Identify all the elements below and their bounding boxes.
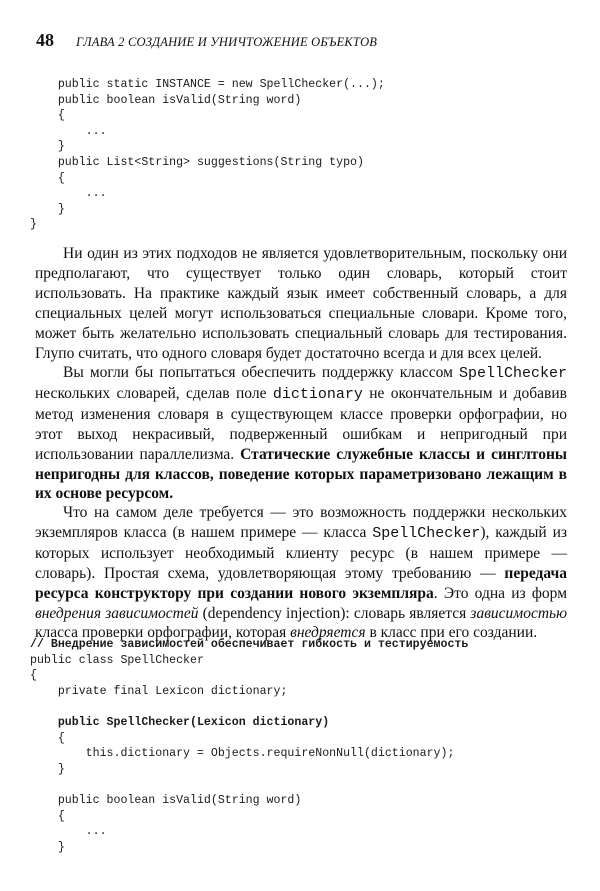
code-line: }: [30, 840, 65, 854]
paragraph-3: [35, 503, 567, 643]
paragraph-text: Что на самом деле требуется — это возможность поддержки нескольких экземпляров класса (в нашем примере — класса: [35, 504, 567, 541]
code-line: }: [30, 140, 65, 154]
inline-code: SpellChecker: [372, 524, 481, 542]
code-line: {: [30, 171, 65, 185]
code-comment: // Внедрение зависимостей обеспечивает гибкость и тестируемость: [30, 638, 469, 651]
paragraph-text: нескольких словарей, сделав поле: [35, 384, 273, 402]
code-line: this.dictionary = Objects.requireNonNull(dictionary);: [30, 747, 455, 761]
paragraph-text: .: [169, 485, 174, 503]
paragraph-text: класса проверки орфографии, которая: [35, 624, 291, 642]
code-line: ...: [30, 124, 107, 138]
code-line: ...: [30, 187, 107, 201]
chapter-title: ГЛАВА 2 СОЗДАНИЕ И УНИЧТОЖЕНИЕ ОБЪЕКТОВ: [76, 35, 378, 49]
paragraph-text: (dependency injection): словарь является: [198, 604, 471, 622]
italic-term: внедрения зависимостей: [35, 604, 199, 622]
paragraph-text: Вы могли бы попытаться обеспечить поддержку классом: [63, 364, 459, 381]
code-line: }: [30, 762, 65, 776]
code-line: }: [30, 202, 65, 216]
paragraph-1: [35, 244, 567, 363]
paragraph-text: не окончательным и добавив метод изменения словаря в существующем классе проверки орфографии, но этот выход некрасивый, подверженный ошибкам и непригодный при использовании параллелизма.: [35, 384, 567, 463]
code-line: {: [30, 809, 65, 823]
paragraph-2: [35, 363, 567, 504]
paragraph-text: в класс при его создании.: [365, 624, 538, 642]
bold-emphasis: передача ресурса конструктору при создании нового экземпляра: [35, 564, 567, 602]
code-line: {: [30, 669, 37, 683]
paragraph-text: Ни один из этих подходов не является удовлетворительным, поскольку они предполагают, что существует только один словарь, который стоит использовать. На практике каждый язык имеет собственный словарь, а для специальных целей могут использоваться специальные словари. Кроме того, может быть желательно использовать специальный словарь для тестирования. Глупо считать, что одного словаря будет достаточно всегда и для всех целей.: [35, 245, 567, 362]
code-line: public List<String> suggestions(String typo): [30, 155, 364, 169]
bold-emphasis: Статические служебные классы и синглтоны непригодны для классов, поведение которых параметризовано лежащим в их основе ресурсом: [35, 445, 567, 503]
inline-code: dictionary: [272, 385, 363, 403]
code-line: public static INSTANCE = new SpellChecker(...);: [30, 78, 385, 91]
inline-code: SpellChecker: [458, 365, 567, 382]
italic-term: зависимостью: [470, 604, 567, 622]
paragraph-text: ), каждый из которых использует необходимый клиенту ресурс (в нашем примере — словарь). Простая схема, удовлетворяющая этому требованию —: [35, 523, 567, 582]
page-header: [36, 30, 377, 54]
italic-term: внедряется: [290, 624, 366, 642]
code-line: public class SpellChecker: [30, 653, 204, 667]
page-number: 48: [36, 30, 54, 50]
code-line: }: [30, 218, 37, 232]
code-line: public boolean isValid(String word): [30, 793, 302, 807]
code-line-bold: public SpellChecker(Lexicon dictionary): [30, 715, 330, 729]
code-line: {: [30, 731, 65, 745]
code-listing-top: [30, 77, 385, 233]
code-listing-bottom: [30, 637, 468, 855]
code-line: private final Lexicon dictionary;: [30, 684, 288, 698]
paragraph-text: . Это одна из форм: [433, 584, 567, 602]
code-line: public boolean isValid(String word): [30, 93, 302, 107]
code-line: ...: [30, 825, 107, 839]
code-line: {: [30, 109, 65, 123]
